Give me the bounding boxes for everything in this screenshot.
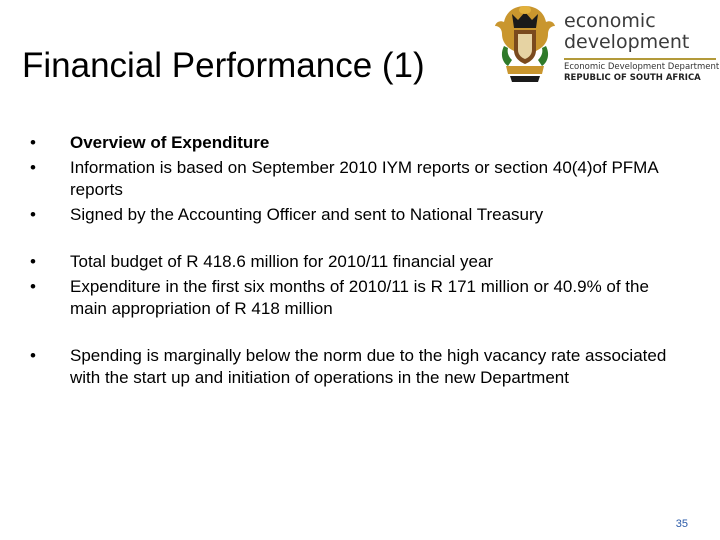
- bullet-icon: •: [30, 205, 36, 224]
- spacer: [30, 323, 670, 345]
- page-number: 35: [675, 518, 688, 530]
- bullet-icon: •: [30, 277, 36, 296]
- list-item: [30, 132, 670, 154]
- bullet-text: Information is based on September 2010 IYM reports or section 40(4)of PFMA reports: [70, 158, 658, 199]
- bullet-text: Expenditure in the first six months of 2010/11 is R 171 million or 40.9% of the main appropriation of R 418 million: [70, 277, 649, 318]
- spacer: [30, 229, 670, 251]
- logo-department-name: Economic Development Department: [564, 62, 720, 72]
- list-item: [30, 276, 670, 320]
- bullet-icon: •: [30, 252, 36, 271]
- bullet-text: Spending is marginally below the norm due to the high vacancy rate associated with the start up and initiation of operations in the new Department: [70, 346, 667, 387]
- department-logo: [492, 0, 720, 100]
- bullet-text: Total budget of R 418.6 million for 2010/11 financial year: [70, 252, 494, 271]
- bullet-list: [30, 132, 670, 392]
- list-item: [30, 204, 670, 226]
- bullet-icon: •: [30, 158, 36, 177]
- list-item: [30, 251, 670, 273]
- logo-country-name: REPUBLIC OF SOUTH AFRICA: [564, 73, 701, 83]
- slide-title: Financial Performance (1): [22, 46, 425, 85]
- bullet-icon: •: [30, 133, 36, 152]
- logo-word-economic: economic: [564, 10, 656, 32]
- coat-of-arms-icon: [492, 0, 558, 90]
- bullet-text: Signed by the Accounting Officer and sent to National Treasury: [70, 205, 544, 224]
- list-item: [30, 157, 670, 201]
- logo-divider: [564, 58, 716, 60]
- bullet-text: Overview of Expenditure: [70, 133, 270, 152]
- bullet-icon: •: [30, 346, 36, 365]
- list-item: [30, 345, 670, 389]
- logo-word-development: development: [564, 31, 690, 53]
